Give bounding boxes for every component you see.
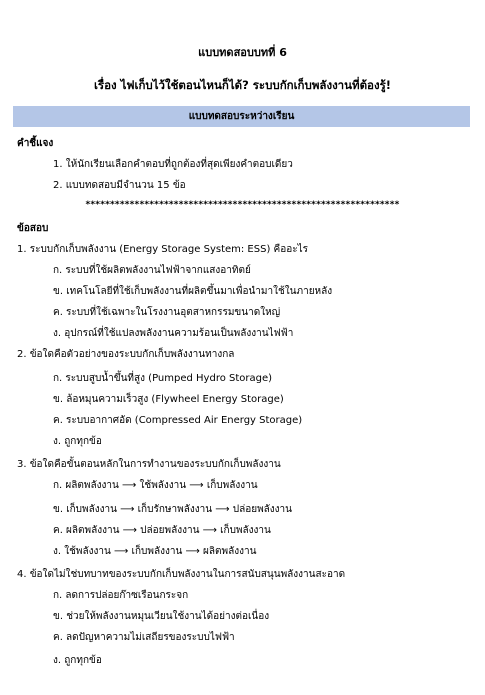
question-3-choice-b: ข. เก็บพลังงาน ⟶ เก็บรักษาพลังงาน ⟶ ปล่อยพลังงาน [53,504,293,515]
question-2-choice-d: ง. ถูกทุกข้อ [53,436,102,447]
question-4: 4. ข้อใดไม่ใช่บทบาทของระบบกักเก็บพลังงานในการสนับสนุนพลังงานสะอาด [17,569,346,580]
question-3-choice-d: ง. ใช้พลังงาน ⟶ เก็บพลังงาน ⟶ ผลิตพลังงาน [53,546,257,557]
section-banner: แบบทดสอบระหว่างเรียน [13,106,470,127]
instructions-heading: คำชี้แจง [17,138,54,149]
question-4-choice-c: ค. ลดปัญหาความไม่เสถียรของระบบไฟฟ้า [53,632,235,643]
instruction-item-1: 1. ให้นักเรียนเลือกคำตอบที่ถูกต้องที่สุดเพียงคำตอบเดียว [53,159,293,170]
question-3-choice-a: ก. ผลิตพลังงาน ⟶ ใช้พลังงาน ⟶ เก็บพลังงาน [53,480,258,491]
question-2-choice-b: ข. ล้อหมุนความเร็วสูง (Flywheel Energy Storage) [53,394,284,405]
question-1-choice-c: ค. ระบบที่ใช้เฉพาะในโรงงานอุตสาหกรรมขนาดใหญ่ [53,307,281,318]
subject-title: เรื่อง ไฟเก็บไว้ใช้ตอนไหนก็ได้? ระบบกักเก็บพลังงานที่ต้องรู้! [93,78,391,92]
question-1-choice-d: ง. อุปกรณ์ที่ใช้แปลงพลังงานความร้อนเป็นพลังงานไฟฟ้า [53,328,294,339]
question-2-choice-c: ค. ระบบอากาศอัด (Compressed Air Energy Storage) [53,415,303,426]
test-title: แบบทดสอบบทที่ 6 [198,46,287,59]
question-4-choice-b: ข. ช่วยให้พลังงานหมุนเวียนใช้งานได้อย่างต่อเนื่อง [53,611,270,622]
question-2: 2. ข้อใดคือตัวอย่างของระบบกักเก็บพลังงานทางกล [17,349,235,360]
question-2-choice-a: ก. ระบบสูบน้ำขึ้นที่สูง (Pumped Hydro Storage) [53,373,273,384]
question-1-choice-a: ก. ระบบที่ใช้ผลิตพลังงานไฟฟ้าจากแสงอาทิตย์ [53,265,251,276]
question-3-choice-c: ค. ผลิตพลังงาน ⟶ ปล่อยพลังงาน ⟶ เก็บพลังงาน [53,525,271,536]
question-1: 1. ระบบกักเก็บพลังงาน (Energy Storage System: ESS) คืออะไร [17,244,309,255]
instruction-item-2: 2. แบบทดสอบมีจำนวน 15 ข้อ [53,180,186,191]
question-4-choice-d: ง. ถูกทุกข้อ [53,655,102,666]
question-3: 3. ข้อใดคือขั้นตอนหลักในการทำงานของระบบกักเก็บพลังงาน [17,459,281,470]
question-4-choice-a: ก. ลดการปล่อยก๊าซเรือนกระจก [53,590,189,601]
separator-line: **************************************************************** [85,200,400,210]
questions-heading: ข้อสอบ [17,223,49,234]
question-1-choice-b: ข. เทคโนโลยีที่ใช้เก็บพลังงานที่ผลิตขึ้นมาเพื่อนำมาใช้ในภายหลัง [53,286,333,297]
